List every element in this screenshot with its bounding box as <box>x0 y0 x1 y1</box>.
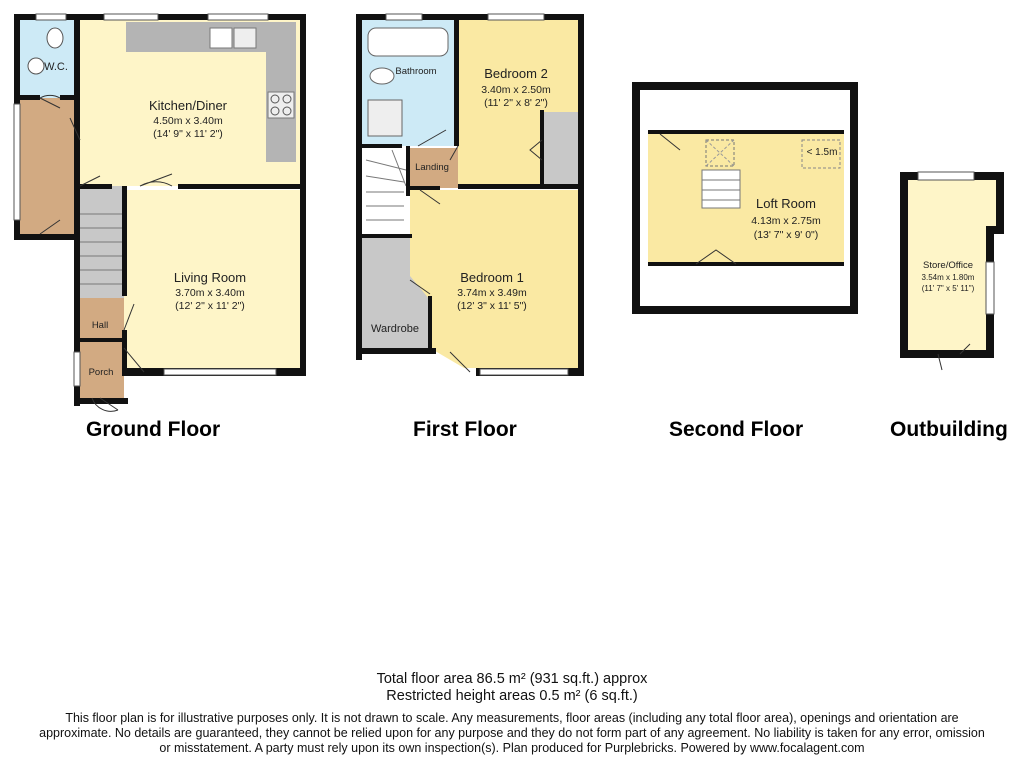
kitchen-imperial: (14' 9" x 11' 2") <box>153 128 223 140</box>
loft-metric: 4.13m x 2.75m <box>751 215 821 227</box>
restricted-area-text: Restricted height areas 0.5 m² (6 sq.ft.) <box>386 688 638 704</box>
kitchen-metric: 4.50m x 3.40m <box>153 115 223 127</box>
living-name: Living Room <box>173 270 247 285</box>
hall-label: Hall <box>91 320 109 331</box>
outbuilding-window-side <box>986 262 994 314</box>
ground-floor-plan <box>14 14 306 411</box>
bath-icon <box>368 28 448 56</box>
disclaimer-line-2: approximate. No details are guaranteed, they cannot be relied upon for any purpose and they do not form part of any agreement. No liability is taken for any error, omission <box>39 726 985 740</box>
bedroom2-metric: 3.40m x 2.50m <box>481 84 551 96</box>
kitchen-name: Kitchen/Diner <box>148 98 228 113</box>
bedroom1-imperial: (12' 3" x 11' 5") <box>457 300 527 312</box>
landing-label: Landing <box>415 162 449 173</box>
first-toilet-icon <box>370 68 394 84</box>
shower-icon <box>368 100 402 136</box>
disclaimer-line-1: This floor plan is for illustrative purposes only. It is not drawn to scale. Any measurements, floor areas (including any total floor area), openings and orientation are <box>65 711 959 725</box>
bedroom2-name: Bedroom 2 <box>484 66 548 81</box>
loft-height-note: < 1.5m <box>806 147 838 158</box>
drainer-icon <box>234 28 256 48</box>
basin-icon <box>28 58 44 74</box>
outbuilding-window-top <box>918 172 974 180</box>
first-floor-title: First Floor <box>413 418 517 441</box>
bedroom2-imperial: (11' 2" x 8' 2") <box>484 97 548 109</box>
wardrobe-label: Wardrobe <box>371 323 419 335</box>
store-metric: 3.54m x 1.80m <box>921 273 975 282</box>
bedroom1-name: Bedroom 1 <box>460 270 524 285</box>
second-floor-plan <box>636 86 854 310</box>
outbuilding-title: Outbuilding <box>890 418 1008 441</box>
hall-room <box>80 298 124 340</box>
porch-label: Porch <box>88 367 114 378</box>
toilet-icon <box>47 28 63 48</box>
total-area-text: Total floor area 86.5 m² (931 sq.ft.) approx <box>376 671 648 687</box>
loft-wall-bottom <box>648 262 844 266</box>
loft-wall-top <box>648 130 844 134</box>
side-lobby <box>20 98 80 234</box>
loft-imperial: (13' 7" x 9' 0") <box>753 229 819 241</box>
second-floor-title: Second Floor <box>669 418 804 441</box>
loft-name: Loft Room <box>756 196 816 211</box>
outbuilding-plan <box>904 172 1000 370</box>
store-name: Store/Office <box>923 260 973 271</box>
ground-floor-title: Ground Floor <box>86 418 221 441</box>
bathroom-label: Bathroom <box>395 66 437 77</box>
first-floor-plan <box>356 14 584 376</box>
living-imperial: (12' 2" x 11' 2") <box>175 300 245 312</box>
wc-label: W.C. <box>44 61 68 73</box>
hob-icon <box>268 92 294 118</box>
store-imperial: (11' 7" x 5' 11") <box>921 284 975 293</box>
bedroom-2-wardrobe <box>542 112 578 186</box>
bedroom1-metric: 3.74m x 3.49m <box>457 287 527 299</box>
first-staircase <box>362 146 410 236</box>
disclaimer-line-3: or misstatement. A party must rely upon its own inspection(s). Plan produced for Purplebricks. Powered by www.focalagent.com <box>159 741 865 755</box>
sink-icon <box>210 28 232 48</box>
living-metric: 3.70m x 3.40m <box>175 287 245 299</box>
loft-stairs <box>702 170 740 208</box>
